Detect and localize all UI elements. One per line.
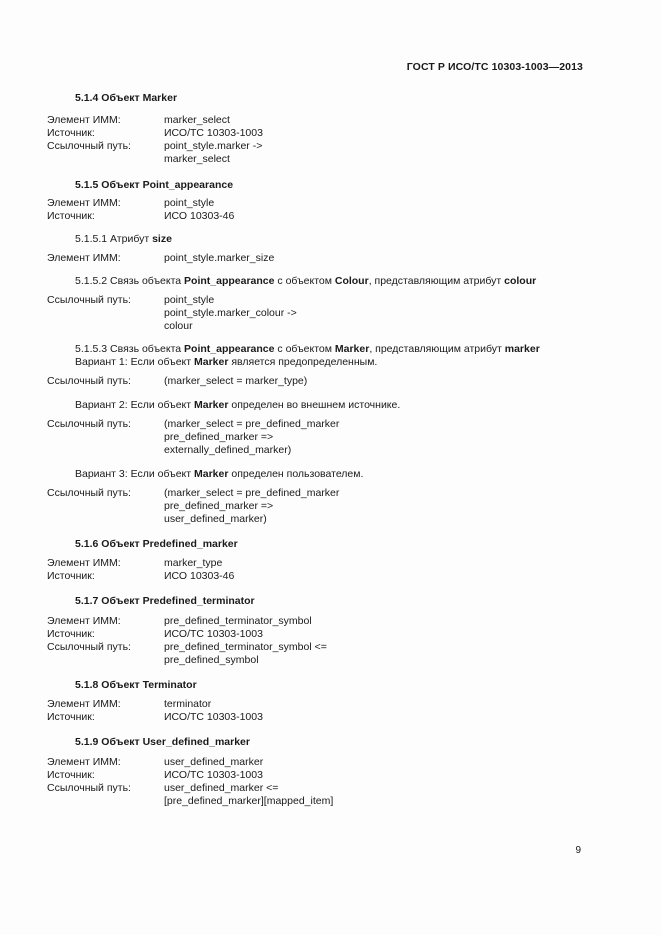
field-label: Элемент ИММ: <box>47 114 121 126</box>
field-value <box>164 615 587 628</box>
field-label: Элемент ИММ: <box>47 615 121 627</box>
field-value-line: (marker_select = pre_defined_marker <box>164 487 340 499</box>
field-value <box>164 294 587 333</box>
field-value <box>164 114 587 127</box>
field-label: Источник: <box>47 711 95 723</box>
field-value-line: user_defined_marker <= <box>164 782 279 794</box>
field-value-line: point_style <box>164 197 215 209</box>
field-table <box>47 114 587 166</box>
field-value-line: marker_type <box>164 557 223 569</box>
field-table <box>47 252 587 265</box>
field-row <box>47 197 587 210</box>
field-value-line: externally_defined_marker) <box>164 444 292 456</box>
field-value <box>164 487 587 526</box>
field-value-line: point_style <box>164 294 215 306</box>
field-label: Ссылочный путь: <box>47 487 131 499</box>
field-value <box>164 711 587 724</box>
field-value-line: ИСО/ТС 10303-1003 <box>164 127 263 139</box>
field-label: Элемент ИММ: <box>47 197 121 209</box>
field-value-line: ИСО/ТС 10303-1003 <box>164 711 263 723</box>
field-value-line: point_style.marker_size <box>164 252 275 264</box>
field-value <box>164 698 587 711</box>
field-label: Источник: <box>47 628 95 640</box>
field-value-line: pre_defined_marker => <box>164 500 274 512</box>
field-value-line: user_defined_marker <box>164 756 264 768</box>
field-row <box>47 127 587 140</box>
field-value-line: ИСО 10303-46 <box>164 210 235 222</box>
field-value <box>164 252 587 265</box>
field-value-line: user_defined_marker) <box>164 513 267 525</box>
field-table <box>47 418 587 457</box>
field-value <box>164 782 587 808</box>
field-table <box>47 294 587 333</box>
subsection-title: 5.1.5.2 Связь объекта Point_appearance с объектом Colour, представляющим атрибут colour <box>75 275 537 287</box>
field-row <box>47 782 587 808</box>
section-title: 5.1.5 Объект Point_appearance <box>75 179 234 191</box>
field-value-line: ИСО/ТС 10303-1003 <box>164 769 263 781</box>
field-label: Элемент ИММ: <box>47 252 121 264</box>
field-value <box>164 641 587 667</box>
field-row <box>47 418 587 457</box>
section-title: 5.1.8 Объект Terminator <box>75 679 197 691</box>
field-value-line: (marker_select = marker_type) <box>164 375 308 387</box>
field-row <box>47 487 587 526</box>
field-value-line: pre_defined_symbol <box>164 654 259 666</box>
field-table <box>47 557 587 583</box>
variant-2-text: Вариант 2: Если объект Marker определен во внешнем источнике. <box>75 399 401 411</box>
field-label: Источник: <box>47 570 95 582</box>
field-table <box>47 487 587 526</box>
field-value-line: [pre_defined_marker][mapped_item] <box>164 795 334 807</box>
field-row <box>47 570 587 583</box>
running-header: ГОСТ Р ИСО/ТС 10303-1003—2013 <box>406 61 583 73</box>
variant-3-text: Вариант 3: Если объект Marker определен пользователем. <box>75 468 364 480</box>
field-label: Элемент ИММ: <box>47 756 121 768</box>
field-label: Ссылочный путь: <box>47 375 131 387</box>
field-value-line: pre_defined_marker => <box>164 431 274 443</box>
field-label: Элемент ИММ: <box>47 698 121 710</box>
field-value-line: marker_select <box>164 153 230 165</box>
field-row <box>47 114 587 127</box>
field-row <box>47 756 587 769</box>
field-value <box>164 375 587 388</box>
field-label: Ссылочный путь: <box>47 782 131 794</box>
field-row <box>47 769 587 782</box>
field-value-line: colour <box>164 320 193 332</box>
field-row <box>47 615 587 628</box>
field-value-line: ИСО 10303-46 <box>164 570 235 582</box>
field-label: Источник: <box>47 210 95 222</box>
section-title: 5.1.4 Объект Marker <box>75 92 178 104</box>
page-number: 9 <box>575 845 581 856</box>
field-row <box>47 375 587 388</box>
field-value-line: pre_defined_terminator_symbol <box>164 615 312 627</box>
variant-1-text: Вариант 1: Если объект Marker является предопределенным. <box>75 356 378 368</box>
field-row <box>47 698 587 711</box>
field-value-line: point_style.marker -> <box>164 140 263 152</box>
field-value <box>164 769 587 782</box>
field-label: Источник: <box>47 769 95 781</box>
section-title: 5.1.7 Объект Predefined_terminator <box>75 595 255 607</box>
field-value-line: terminator <box>164 698 212 710</box>
field-table <box>47 756 587 808</box>
field-label: Ссылочный путь: <box>47 294 131 306</box>
field-row <box>47 140 587 166</box>
field-value <box>164 197 587 210</box>
field-value <box>164 570 587 583</box>
section-title: 5.1.6 Объект Predefined_marker <box>75 538 238 550</box>
field-row <box>47 711 587 724</box>
field-row <box>47 628 587 641</box>
field-table <box>47 698 587 724</box>
field-row <box>47 252 587 265</box>
field-table <box>47 197 587 223</box>
field-value <box>164 557 587 570</box>
field-row <box>47 294 587 333</box>
field-row <box>47 641 587 667</box>
subsection-title: 5.1.5.3 Связь объекта Point_appearance с объектом Marker, представляющим атрибут marker <box>75 343 540 355</box>
subsection-title: 5.1.5.1 Атрибут size <box>75 233 172 245</box>
field-value <box>164 628 587 641</box>
field-value <box>164 210 587 223</box>
field-value-line: (marker_select = pre_defined_marker <box>164 418 340 430</box>
field-value-line: marker_select <box>164 114 230 126</box>
field-value <box>164 756 587 769</box>
field-value-line: pre_defined_terminator_symbol <= <box>164 641 327 653</box>
field-value-line: ИСО/ТС 10303-1003 <box>164 628 263 640</box>
section-title: 5.1.9 Объект User_defined_marker <box>75 736 250 748</box>
field-label: Ссылочный путь: <box>47 641 131 653</box>
field-row <box>47 557 587 570</box>
field-value-line: point_style.marker_colour -> <box>164 307 297 319</box>
field-row <box>47 210 587 223</box>
field-value <box>164 418 587 457</box>
field-label: Источник: <box>47 127 95 139</box>
field-label: Ссылочный путь: <box>47 140 131 152</box>
field-table <box>47 375 587 388</box>
field-value <box>164 140 587 166</box>
page-content <box>47 91 587 808</box>
field-label: Ссылочный путь: <box>47 418 131 430</box>
field-table <box>47 615 587 667</box>
field-value <box>164 127 587 140</box>
field-label: Элемент ИММ: <box>47 557 121 569</box>
